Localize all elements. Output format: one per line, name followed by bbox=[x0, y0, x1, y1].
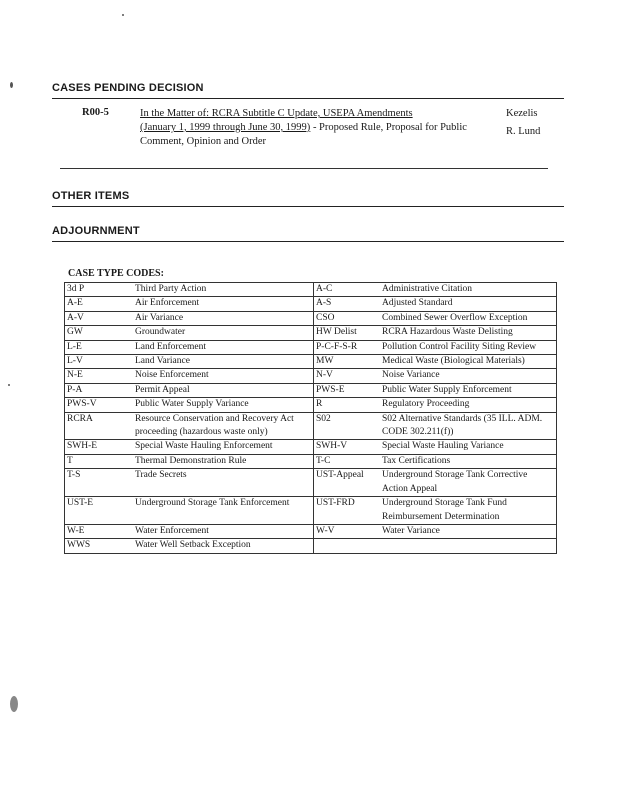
cases-pending-decision-heading: CASES PENDING DECISION bbox=[52, 82, 204, 94]
code-cell: A-E bbox=[65, 297, 134, 311]
table-row bbox=[65, 412, 557, 440]
code-cell: CSO bbox=[314, 311, 381, 325]
description-cell: Air Enforcement bbox=[133, 297, 314, 311]
code-cell: GW bbox=[65, 326, 134, 340]
code-cell: UST-E bbox=[65, 497, 134, 525]
case-title bbox=[140, 107, 480, 149]
code-cell: 3d P bbox=[65, 283, 134, 297]
heading-rule bbox=[52, 241, 564, 242]
description-cell: Air Variance bbox=[133, 311, 314, 325]
other-items-heading: OTHER ITEMS bbox=[52, 190, 130, 202]
case-type-codes-heading: CASE TYPE CODES: bbox=[68, 268, 164, 279]
code-cell: W-V bbox=[314, 524, 381, 538]
code-cell: N-V bbox=[314, 369, 381, 383]
description-cell: Permit Appeal bbox=[133, 383, 314, 397]
description-cell: Special Waste Hauling Enforcement bbox=[133, 440, 314, 454]
description-cell: Underground Storage Tank Fund Reimbursement Determination bbox=[380, 497, 557, 525]
code-cell: SWH-E bbox=[65, 440, 134, 454]
scan-speck bbox=[8, 384, 10, 386]
code-cell: S02 bbox=[314, 412, 381, 440]
code-cell: UST-FRD bbox=[314, 497, 381, 525]
description-cell: Resource Conservation and Recovery Act proceeding (hazardous waste only) bbox=[133, 412, 314, 440]
table-row bbox=[65, 469, 557, 497]
table-row bbox=[65, 539, 557, 553]
description-cell: Tax Certifications bbox=[380, 454, 557, 468]
description-cell: Public Water Supply Variance bbox=[133, 398, 314, 412]
description-cell: Adjusted Standard bbox=[380, 297, 557, 311]
description-cell: Combined Sewer Overflow Exception bbox=[380, 311, 557, 325]
table-row bbox=[65, 383, 557, 397]
description-cell: Regulatory Proceeding bbox=[380, 398, 557, 412]
description-cell: Trade Secrets bbox=[133, 469, 314, 497]
description-cell: Noise Enforcement bbox=[133, 369, 314, 383]
description-cell: Underground Storage Tank Enforcement bbox=[133, 497, 314, 525]
staff-name: Kezelis bbox=[506, 108, 538, 119]
table-row bbox=[65, 524, 557, 538]
code-cell: T-S bbox=[65, 469, 134, 497]
code-cell: L-V bbox=[65, 355, 134, 369]
code-cell: A-V bbox=[65, 311, 134, 325]
case-id: R00-5 bbox=[82, 107, 109, 118]
table-row bbox=[65, 440, 557, 454]
case-staff bbox=[506, 105, 540, 141]
scan-speck bbox=[10, 82, 13, 88]
description-cell: Water Well Setback Exception bbox=[133, 539, 314, 553]
table-row bbox=[65, 355, 557, 369]
code-cell: A-S bbox=[314, 297, 381, 311]
description-cell: Third Party Action bbox=[133, 283, 314, 297]
table-row bbox=[65, 311, 557, 325]
description-cell: Public Water Supply Enforcement bbox=[380, 383, 557, 397]
description-cell: Groundwater bbox=[133, 326, 314, 340]
table-row bbox=[65, 283, 557, 297]
description-cell: Underground Storage Tank Corrective Action Appeal bbox=[380, 469, 557, 497]
description-cell: Noise Variance bbox=[380, 369, 557, 383]
scan-speck bbox=[10, 696, 18, 712]
code-cell: P-C-F-S-R bbox=[314, 340, 381, 354]
case-type-codes-table bbox=[64, 282, 557, 554]
code-cell bbox=[314, 539, 381, 553]
case-title-line1: In the Matter of: RCRA Subtitle C Update, USEPA Amendments bbox=[140, 108, 413, 119]
code-cell: PWS-V bbox=[65, 398, 134, 412]
code-cell: N-E bbox=[65, 369, 134, 383]
code-cell: PWS-E bbox=[314, 383, 381, 397]
code-cell: UST-Appeal bbox=[314, 469, 381, 497]
heading-rule bbox=[52, 206, 564, 207]
code-cell: WWS bbox=[65, 539, 134, 553]
table-row bbox=[65, 454, 557, 468]
description-cell bbox=[380, 539, 557, 553]
table-row bbox=[65, 340, 557, 354]
description-cell: Land Variance bbox=[133, 355, 314, 369]
case-divider bbox=[60, 168, 548, 169]
code-cell: L-E bbox=[65, 340, 134, 354]
case-title-line2: (January 1, 1999 through June 30, 1999) bbox=[140, 122, 311, 133]
table-row bbox=[65, 497, 557, 525]
description-cell: Special Waste Hauling Variance bbox=[380, 440, 557, 454]
table-row bbox=[65, 398, 557, 412]
heading-rule bbox=[52, 98, 564, 99]
case-title-rest: - Proposed Rule, Proposal for Public Comment, Opinion and Order bbox=[140, 122, 467, 147]
description-cell: S02 Alternative Standards (35 ILL. ADM. CODE 302.211(f)) bbox=[380, 412, 557, 440]
table-row bbox=[65, 297, 557, 311]
code-cell: A-C bbox=[314, 283, 381, 297]
code-cell: R bbox=[314, 398, 381, 412]
description-cell: Medical Waste (Biological Materials) bbox=[380, 355, 557, 369]
code-cell: W-E bbox=[65, 524, 134, 538]
description-cell: Administrative Citation bbox=[380, 283, 557, 297]
table-row bbox=[65, 369, 557, 383]
code-cell: T bbox=[65, 454, 134, 468]
description-cell: Pollution Control Facility Siting Review bbox=[380, 340, 557, 354]
code-cell: T-C bbox=[314, 454, 381, 468]
description-cell: Thermal Demonstration Rule bbox=[133, 454, 314, 468]
table-row bbox=[65, 326, 557, 340]
description-cell: RCRA Hazardous Waste Delisting bbox=[380, 326, 557, 340]
code-cell: RCRA bbox=[65, 412, 134, 440]
description-cell: Land Enforcement bbox=[133, 340, 314, 354]
code-cell: P-A bbox=[65, 383, 134, 397]
description-cell: Water Enforcement bbox=[133, 524, 314, 538]
code-cell: SWH-V bbox=[314, 440, 381, 454]
code-cell: HW Delist bbox=[314, 326, 381, 340]
staff-name: R. Lund bbox=[506, 126, 541, 137]
description-cell: Water Variance bbox=[380, 524, 557, 538]
scan-speck bbox=[122, 14, 124, 16]
code-cell: MW bbox=[314, 355, 381, 369]
adjournment-heading: ADJOURNMENT bbox=[52, 225, 140, 237]
